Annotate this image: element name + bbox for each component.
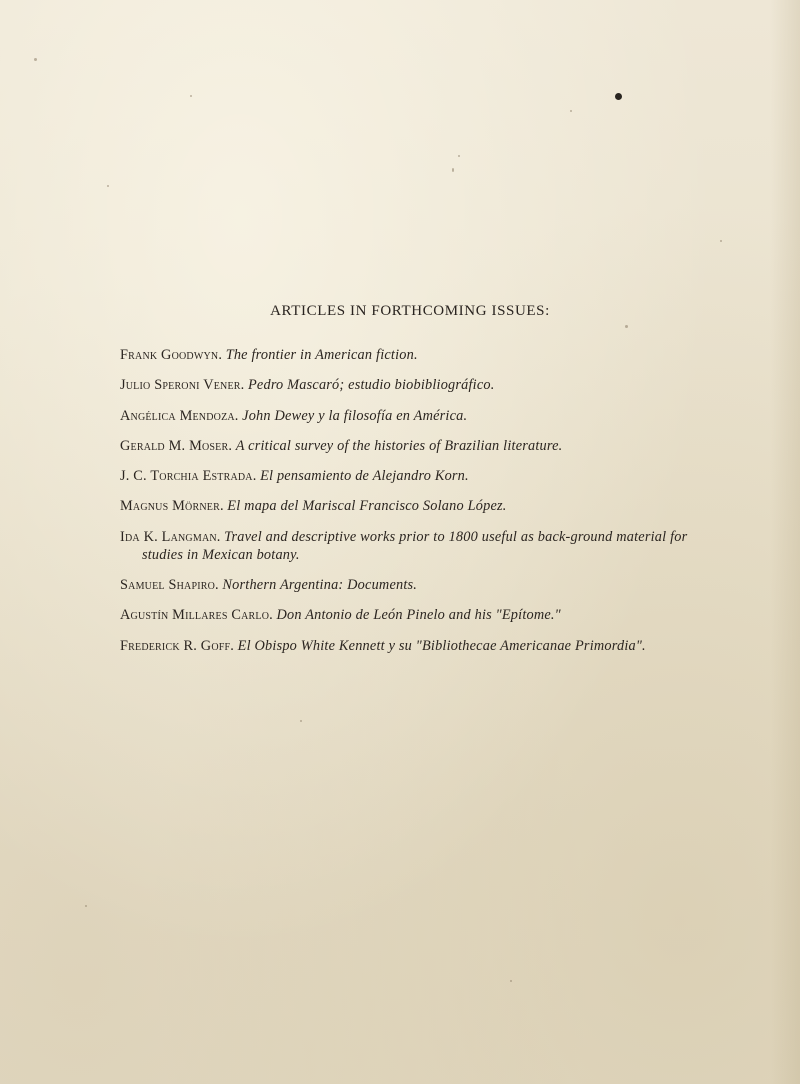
article-entry: [120, 407, 700, 425]
article-author: Angélica Mendoza.: [120, 407, 239, 424]
article-title: Travel and descriptive works prior to 1800 useful as back-ground material for studies in Mexican botany.: [142, 528, 688, 563]
paper-speck: [452, 168, 454, 172]
paper-speck: [34, 58, 37, 61]
article-entry: [120, 637, 700, 655]
article-entry: [120, 606, 700, 624]
article-entry: [120, 376, 700, 394]
paper-speck: [190, 95, 192, 97]
paper-speck: [85, 905, 87, 907]
article-author: Samuel Shapiro.: [120, 577, 219, 594]
article-author: Julio Speroni Vener.: [120, 377, 245, 394]
article-author: Frederick R. Goff.: [120, 637, 235, 654]
article-list: [120, 346, 700, 667]
article-title: Don Antonio de León Pinelo and his "Epítome.": [276, 607, 561, 624]
paper-speck: [300, 720, 302, 722]
section-heading: ARTICLES IN FORTHCOMING ISSUES:: [270, 303, 550, 319]
article-title: John Dewey y la filosofía en América.: [242, 407, 468, 424]
paper-speck: [510, 980, 512, 982]
paper-speck: [625, 325, 628, 328]
article-entry: [120, 346, 700, 364]
article-title: El mapa del Mariscal Francisco Solano López.: [227, 498, 507, 515]
article-title: The frontier in American fiction.: [225, 347, 418, 363]
article-title: El Obispo White Kennett y su "Bibliothecae Americanae Primordia".: [237, 637, 646, 654]
article-title: Pedro Mascaró; estudio biobibliográfico.: [248, 377, 495, 394]
article-author: Ida K. Langman.: [120, 528, 221, 545]
paper-speck: [720, 240, 722, 242]
article-entry: [120, 467, 700, 485]
paper-speck: [458, 155, 460, 157]
paper-speck: [570, 110, 572, 112]
article-entry: [120, 528, 700, 564]
article-title: Northern Argentina: Documents.: [222, 577, 418, 594]
article-entry: [120, 437, 700, 455]
paper-speck: [107, 185, 109, 187]
article-author: Gerald M. Moser.: [120, 437, 233, 454]
article-entry: [120, 576, 700, 594]
article-author: Frank Goodwyn.: [120, 347, 223, 363]
article-author: Magnus Mörner.: [120, 498, 224, 515]
page-edge-shading: [770, 0, 800, 1084]
article-title: A critical survey of the histories of Brazilian literature.: [235, 437, 563, 454]
article-author: J. C. Torchia Estrada.: [120, 468, 257, 485]
ink-spot: [615, 93, 622, 100]
article-author: Agustín Millares Carlo.: [120, 607, 273, 624]
article-entry: [120, 497, 700, 515]
article-title: El pensamiento de Alejandro Korn.: [260, 468, 469, 485]
